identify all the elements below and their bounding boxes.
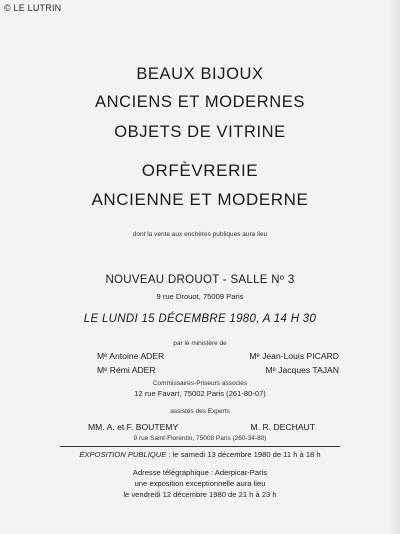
venue-address: 9 rue Drouot, 75009 Paris (156, 292, 244, 301)
ministry-intro: par le ministère de (173, 340, 227, 347)
exposition-line (0, 450, 400, 459)
exposition-text: : le samedi 13 décembre 1980 de 11 h à 18 h (166, 450, 321, 459)
auctioneer-right-2: Mᵉ Jacques TAJAN (265, 365, 339, 375)
title-line-2: ANCIENS ET MODERNES (94, 93, 306, 111)
commissaires-line-1: Commissaires-Priseurs associés (152, 380, 248, 387)
experts-intro: assistés des Experts (170, 408, 230, 415)
title-line-5: ANCIENNE ET MODERNE (91, 190, 309, 209)
auctioneer-left-2: Mᵉ Rémi ADER (97, 365, 156, 375)
exceptional-exposition-2: le vendredi 12 décembre 1980 de 21 h à 23 h (123, 490, 277, 499)
title-line-4: ORFÈVRERIE (141, 161, 259, 180)
sale-date: LE LUNDI 15 DÉCEMBRE 1980, A 14 H 30 (83, 313, 317, 325)
exposition-label: EXPOSITION PUBLIQUE (79, 450, 167, 459)
title-line-1: BEAUX BIJOUX (136, 65, 264, 83)
experts-address: 9 rue Saint-Florentin, 75008 Paris (260-34-80) (133, 435, 267, 442)
page-edge-shadow (388, 0, 400, 534)
expert-right: M. R. DECHAUT (250, 422, 315, 432)
auctioneer-right-1: Mᵉ Jean-Louis PICARD (249, 351, 339, 361)
expert-left: MM. A. et F. BOUTEMY (88, 422, 179, 432)
exceptional-exposition-1: une exposition exceptionnelle aura lieu (134, 479, 266, 488)
venue-name: NOUVEAU DROUOT - SALLE Nº 3 (105, 274, 295, 286)
auctioneer-left-1: Mᵉ Antoine ADER (97, 351, 165, 361)
watermark: © LE LUTRIN (4, 3, 62, 13)
commissaires-line-2: 12 rue Favart, 75002 Paris (261-80-07) (134, 389, 266, 398)
divider (60, 446, 340, 447)
title-line-3: OBJETS DE VITRINE (114, 123, 286, 141)
telegraph-address: Adresse télégraphique : Aderpicar-Paris (132, 468, 268, 477)
sale-intro: dont la vente aux enchères publiques aura lieu (132, 231, 268, 238)
